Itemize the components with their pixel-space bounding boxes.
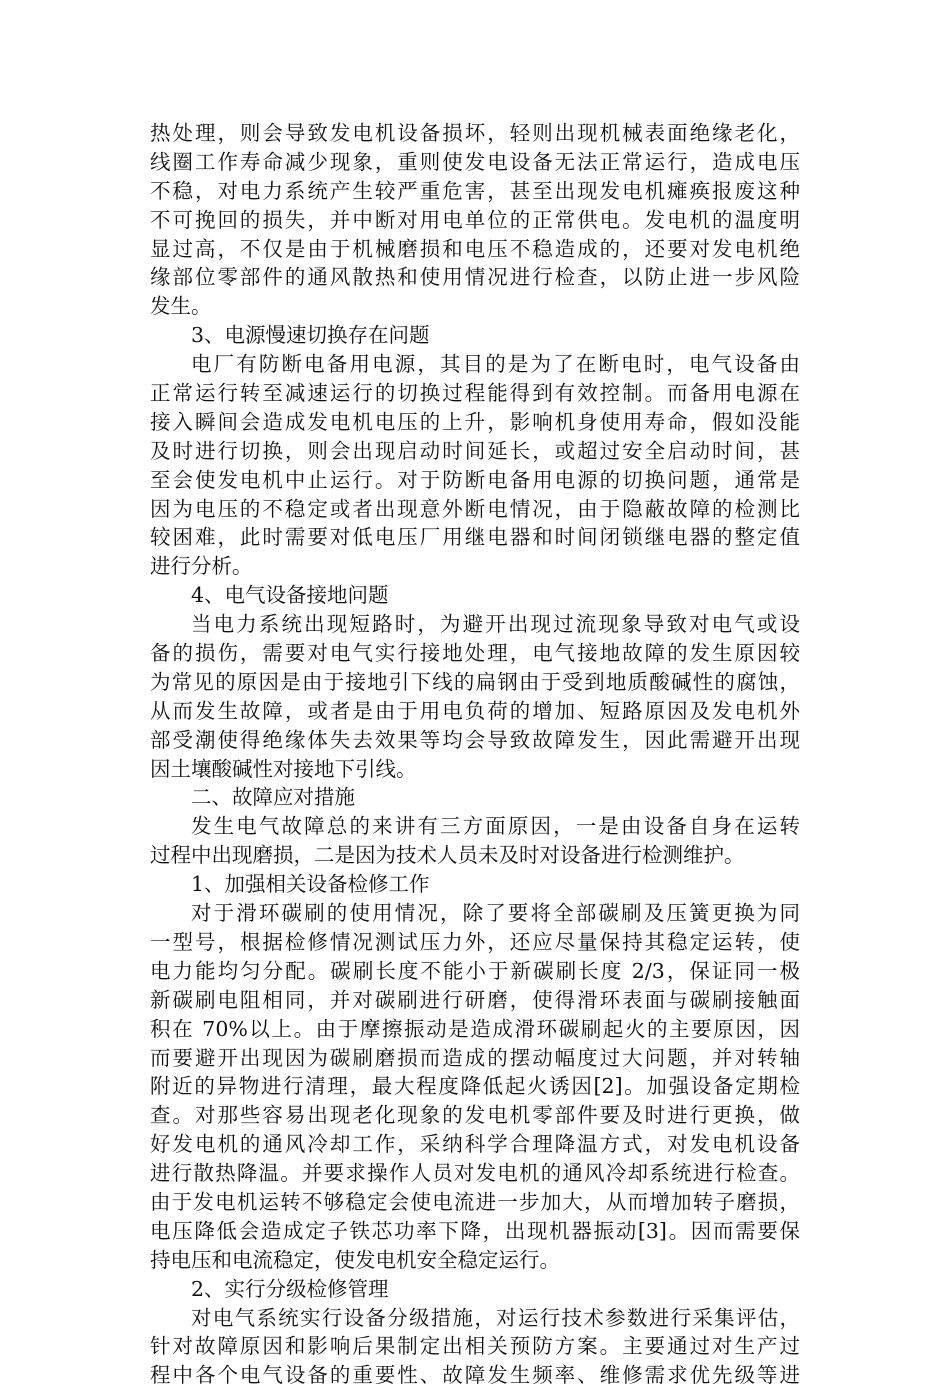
text-line: 进行分析。 <box>150 554 253 579</box>
text-line: 对于滑环碳刷的使用情况，除了要将全部碳刷及压簧更换为同 <box>191 901 800 926</box>
text-line: 线圈工作寿命减少现象，重则使发电设备无法正常运行，造成电压 <box>150 149 800 174</box>
text-line: 进行散热降温。并要求操作人员对发电机的通风冷却系统进行检查。 <box>150 1161 800 1186</box>
text-line: 部受潮使得绝缘体失去效果等均会导致故障发生，因此需避开出现 <box>150 727 800 752</box>
text-line: 当电力系统出现短路时，为避开出现过流现象导致对电气或设 <box>191 612 800 637</box>
section-heading: 3、电源慢速切换存在问题 <box>191 323 430 348</box>
text-line: 发生电气故障总的来讲有三方面原因，一是由设备自身在运转 <box>191 814 800 839</box>
text-line: 查。对那些容易出现老化现象的发电机零部件要及时进行更换，做 <box>150 1103 800 1128</box>
text-line: 电厂有防断电备用电源，其目的是为了在断电时，电气设备由 <box>191 352 800 377</box>
text-line: 电力能均匀分配。碳刷长度不能小于新碳刷长度 2/3，保证同一极 <box>150 958 800 983</box>
text-line: 一型号，根据检修情况测试压力外，还应尽量保持其稳定运转，使 <box>150 929 800 954</box>
text-line: 备的损伤，需要对电气实行接地处理，电气接地故障的发生原因较 <box>150 641 800 666</box>
text-line: 程中各个电气设备的重要性、故障发生频率、维修需求优先级等进 <box>150 1363 800 1388</box>
text-line: 因土壤酸碱性对接地下引线。 <box>150 756 417 781</box>
text-line: 为常见的原因是由于接地引下线的扁钢由于受到地质酸碱性的腐蚀， <box>150 669 800 694</box>
text-line: 发生。 <box>150 294 212 319</box>
text-line: 过程中出现磨损，二是因为技术人员未及时对设备进行检测维护。 <box>150 843 745 868</box>
text-line: 较困难，此时需要对低电压厂用继电器和时间闭锁继电器的整定值 <box>150 525 800 550</box>
text-line: 显过高，不仅是由于机械磨损和电压不稳造成的，还要对发电机绝 <box>150 236 800 261</box>
text-line: 电压降低会造成定子铁芯功率下降，出现机器振动[3]。因而需要保 <box>150 1218 800 1243</box>
section-heading: 4、电气设备接地问题 <box>191 583 389 608</box>
text-line: 针对故障原因和影响后果制定出相关预防方案。主要通过对生产过 <box>150 1334 800 1359</box>
text-line: 由于发电机运转不够稳定会使电流进一步加大，从而增加转子磨损， <box>150 1189 800 1214</box>
text-line: 正常运行转至减速运行的切换过程能得到有效控制。而备用电源在 <box>150 381 800 406</box>
text-line: 积在 70%以上。由于摩擦振动是造成滑环碳刷起火的主要原因，因 <box>150 1016 800 1041</box>
text-line: 因为电压的不稳定或者出现意外断电情况，由于隐蔽故障的检测比 <box>150 496 800 521</box>
text-line: 缘部位零部件的通风散热和使用情况进行检查，以防止进一步风险 <box>150 265 800 290</box>
section-heading: 2、实行分级检修管理 <box>191 1276 389 1301</box>
text-line: 对电气系统实行设备分级措施，对运行技术参数进行采集评估， <box>191 1305 800 1330</box>
text-line: 不稳，对电力系统产生较严重危害，甚至出现发电机瘫痪报废这种 <box>150 178 800 203</box>
text-line: 好发电机的通风冷却工作，采纳科学合理降温方式，对发电机设备 <box>150 1132 800 1157</box>
text-line: 附近的异物进行清理，最大程度降低起火诱因[2]。加强设备定期检 <box>150 1074 800 1099</box>
text-line: 不可挽回的损失，并中断对用电单位的正常供电。发电机的温度明 <box>150 207 800 232</box>
section-heading: 1、加强相关设备检修工作 <box>191 872 430 897</box>
text-line: 持电压和电流稳定，使发电机安全稳定运行。 <box>150 1247 560 1272</box>
text-line: 及时进行切换，则会出现启动时间延长，或超过安全启动时间，甚 <box>150 438 800 463</box>
text-line: 接入瞬间会造成发电机电压的上升，影响机身使用寿命，假如没能 <box>150 409 800 434</box>
text-line: 从而发生故障，或者是由于用电负荷的增加、短路原因及发电机外 <box>150 698 800 723</box>
document-page <box>150 119 800 1390</box>
text-line: 热处理，则会导致发电机设备损坏，轻则出现机械表面绝缘老化， <box>150 121 800 145</box>
section-heading: 二、故障应对措施 <box>191 785 355 810</box>
text-line: 新碳刷电阻相同，并对碳刷进行研磨，使得滑环表面与碳刷接触面 <box>150 987 800 1012</box>
text-line: 而要避开出现因为碳刷磨损而造成的摆动幅度过大问题，并对转轴 <box>150 1045 800 1070</box>
text-line: 至会使发电机中止运行。对于防断电备用电源的切换问题，通常是 <box>150 467 800 492</box>
